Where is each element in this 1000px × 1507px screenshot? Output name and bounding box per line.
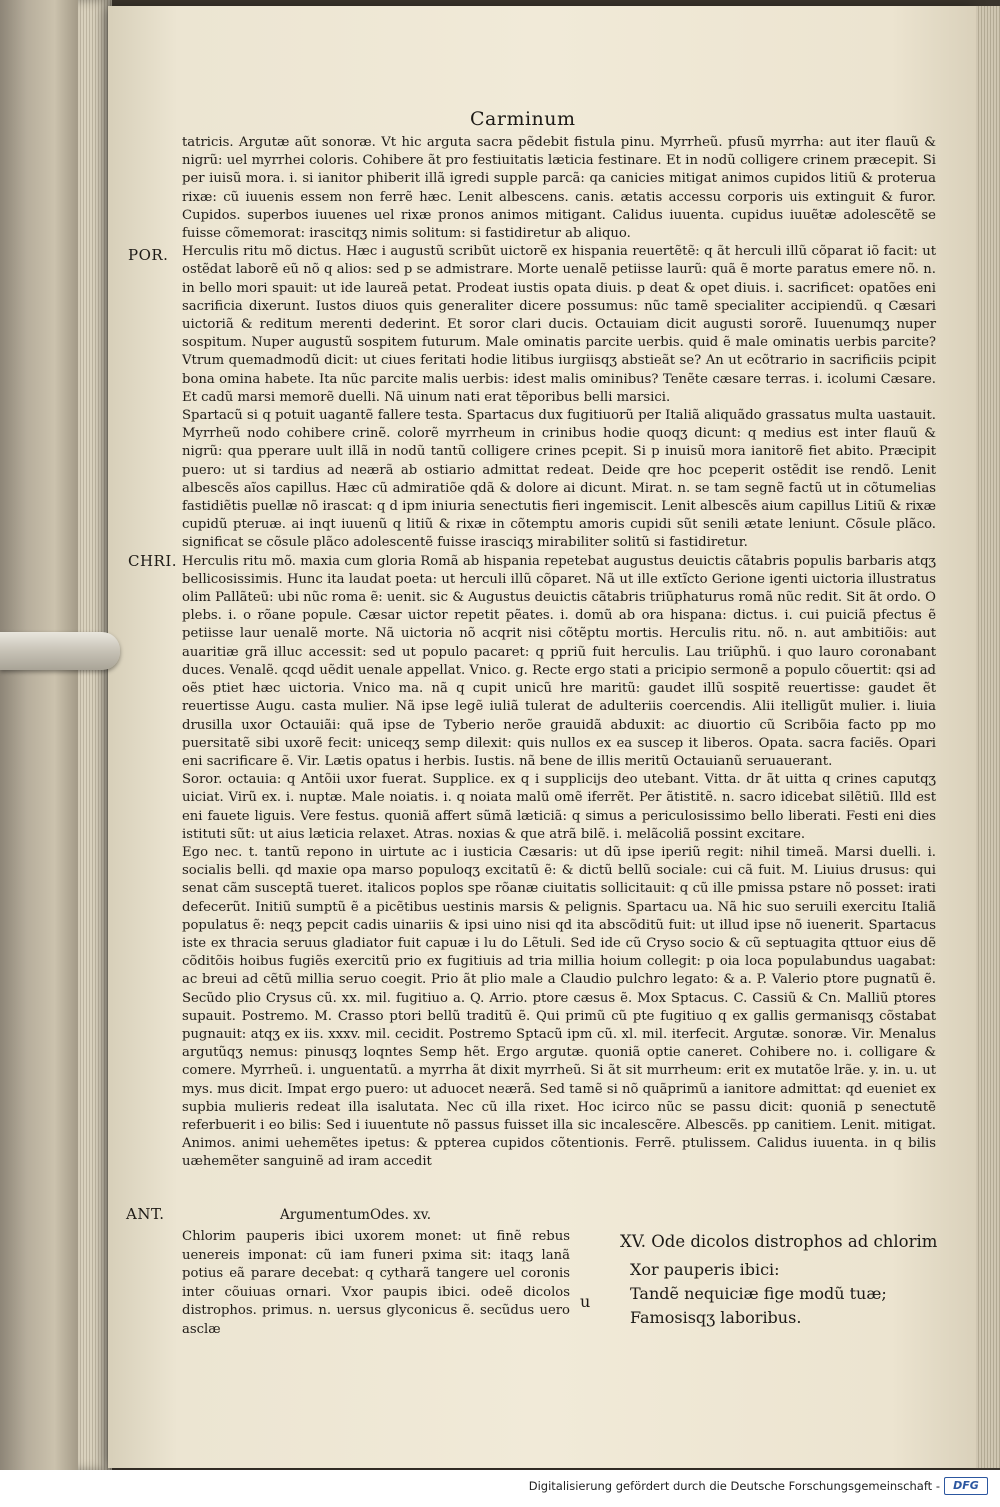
ode-verse-line: Famosisqʒ laboribus. [630, 1308, 802, 1327]
ode-verse-line: Xor pauperis ibici: [630, 1260, 780, 1279]
footer-credit: Digitalisierung gefördert durch die Deutsche Forschungsgemeinschaft - [528, 1479, 940, 1493]
ode-argument: Chlorim pauperis ibici uxorem monet: ut finẽ rebus uenereis imponat: cũ iam funeri pxima sit: itaqʒ lanã potius eã parare decebat: q cytharã tangere uel coronis inter cõuiuas ornari. Vxor paupis ibici. odeẽ dicolos distrophos. primus. n. uersus glyconicus ẽ. secũdus uero asclæ [182, 1229, 570, 1337]
left-page-fragment [0, 0, 78, 1470]
dfg-logo-icon: DFG [944, 1477, 988, 1495]
commentary-paragraph: Herculis ritu mõ. maxia cum gloria Romã ab hispania repetebat augustus deuictis cãtabris populis barbaris atqʒ bellicosissimis. Hunc ita laudat poeta: ut herculi illũ cõparet. Nã ut ille extĩcto Gerione igenti uictoria illustratus olim Pallãteũ: ubi nũc roma ẽ: uenit. sic & Augustus deuictis cãtabris triũphaturus romã nũc redit. Sit ãt ordo. O plebs. i. o rõane popule. Cæsar uictor repetit pẽates. i. domũ ab ora hispana: dictus. i. cui puiciã pfectus ẽ petiisse laur uenalẽ morte. Nã uictoria nõ acqrit nisi cõtẽptu mortis. Herculis ritu. nõ. n. aut ambitiõis: aut auaritiæ grã illuc accessit: sed ut populo pacaret: q ppriũ fuit herculis. Lau triũphũ. i quo lauro coronabant duces. Venalẽ. qcqd uẽdit uenale appellat. Vnico. g. Recte ergo stati a pricipio sermonẽ a populo cõuertit: qsi ad oẽs ptiet hæc uictoria. Vnico ma. nã q cupit unicũ hre maritũ: gaudet illũ sospitẽ reuertisse: gaudet ẽt reuertisse Augu. casta mulier. Nã ipse legẽ iuliã tulerat de adulteriis coercendis. Alii itelligũt mulier. i. liuia drusilla uxor Octauiãi: quã ipse de Tyberio nerõe grauidã abduxit: ac diuortio cũ Scribõia facto pp mo puersitatẽ sibi uxorẽ fecit: uniceqʒ semp dilexit: quis nullos ex ea suscep it liberos. Opata. sacra faciẽs. Opari eni sacrificare ẽ. Vir. Lætis opatus i herbis. Iustis. nã bene de illis meritũ Octauianũ seruauerant. [182, 553, 936, 769]
commentary-paragraph: Ego nec. t. tantũ repono in uirtute ac i iusticia Cæsaris: ut dũ ipse iperiũ regit: nihil timeã. Marsi duelli. i. socialis belli. qd maxie opa marso populoqʒ excitatũ ẽ: & dictũ bellũ sociale: cui cã fuit. M. Liuius drusus: qui senat cãm susceptã tueret. italicos poplos spe rõanæ ciuitatis sollicitauit: q cũ ille pmissa pstare nõ posset: irati defecerũt. Initiũ sumptũ ẽ a picẽtibus uestinis marsis & pelignis. Spartacu ua. Nã hic suo seruili exercitu Italiã populatus ẽ: neqʒ pepcit cadis uinariis & ipsi uino nisi qd ita abscõditũ fuit: ut illud ipse nõ iuenerit. Spartacus iste ex thracia seruus gladiator fuit capuæ i lu do Lẽtuli. Sed ide cũ Cryso socio & cũ septuagita qttuor eius dẽ cõditõis hoibus fugiẽs exercitũ prio ex fugitiuis ad tria millia hoium collegit: p oia loca populabundus uagabat: ac breui ad cẽtũ millia seruo coegit. Prio ãt plio male a Claudio pulchro legato: & a. P. Valerio ptore pugnatũ ẽ. Secũdo plio Crysus cũ. xx. mil. fugitiuo a. Q. Arrio. ptore cæsus ẽ. Mox Sptacus. C. Cassiũ & Cn. Malliũ ptores supauit. Postremo. M. Crasso ptori bellũ traditũ ẽ. Qui primũ cũ pte fugitiuo q ex gallis germanisqʒ cõstabat pugnauit: atqʒ ex iis. xxxv. mil. cecidit. Postremo Sptacũ ipm cũ. xl. mil. iterfecit. Argutæ. sonoræ. Vir. Menalus argutũqʒ nemus: pinusqʒ loqntes Semp hẽt. Ergo argutæ. quoniã optie caneret. Cohibere no. i. colligare & comere. Myrrheũ. i. unguentatũ. a myrrha ãt dixit myrrheũ. Si ãt sit murrheum: erit ex mutatõe lrãe. y. in. u. ut mys. mus dicit. Impat ergo puero: ut aduocet neærã. Sed tamẽ si nõ quãprimũ a ianitore admittat: qd eueniet ex supbia mulieris redeat illa isalutata. Nec cũ illa rixet. Hoc icirco nũc se passu dicit: quoniã p senectutẽ referbuerit i eo bilis: Sed i iuuentute nõ passus fuisset illa sic incalescẽre. Albescẽs. pp canitiem. Lenit. mitigat. Animos. animi uehemẽtes ipetus: & ppterea cupidos cõtentionis. Ferrẽ. ptulissem. Calidus iuuenta. in q bilis uæhemẽter sanguinẽ ad iram accedit [182, 844, 936, 1170]
commentary-paragraph: Herculis ritu mõ dictus. Hæc i augustũ scribũt uictorẽ ex hispania reuertẽtẽ: q ãt herculi illũ cõparat iõ facit: ut ostẽdat laborẽ eũ nõ q alios: sed p se admistrare. Morte uenalẽ petiisse laurũ: quã ẽ morte paratus emere nõ. n. in bello mori spauit: ut ide laureã petat. Prodeat iustis opata diuis. p deat & opet diuis. i. sacrificet: opatões eni sacrificia dixerunt. Iustos diuos quis generaliter dicere possumus: nũc tamẽ specialiter accipiendũ. q Cæsari uictoriã & reditum merenti dederint. Et soror clari ducis. Octauiam dicit augusti sororẽ. Iuuenumqʒ nuper sospitum. Nuper augustũ sospitem futurum. Male ominatis parcite uerbis. quid ẽ male ominatis uerbis parcite? Vtrum quemadmodũ dicit: ut ciues feritati hodie litibus iurgiisqʒ abstieãt se? An ut ecõtrario in sacrificiis pcipit bona omina habete. Ita nũc parcite malis uerbis: idest malis ominibus? Tenẽte cæsare terras. i. icolumi Cæsare. Et cadũ marsi memorẽ duelli. Nã uinum nati erat tẽporibus belli marsici. [182, 244, 936, 405]
running-head: Carminum [470, 108, 576, 130]
commentary-paragraph: Soror. octauia: q Antõii uxor fuerat. Supplice. ex q i supplicijs deo utebant. Vitta. dr ãt uitta q crines caputqʒ uiciat. Virũ ex. i. nuptæ. Male noiatis. i. q noiata malũ omẽ iferrẽt. Per ãtistitẽ. n. sacro idicebat silẽtiũ. Illd est eni fauete liguis. Vere festus. quoniã affert sũmã læticiã: q simus a periculosissimo bello liberati. Festi eni dies istituti sũt: ut aius læticia relaxet. Atras. noxias & que atrã bilẽ. i. melãcoliã possint excitare. [182, 772, 936, 842]
argumentum-title: ArgumentumOdes. xv. [280, 1207, 432, 1223]
ode-verse-line: Tandẽ nequiciæ fige modũ tuæ; [630, 1284, 887, 1303]
siglum-por: POR. [128, 246, 169, 264]
ode-initial-letter: u [580, 1292, 591, 1311]
siglum-chri: CHRI. [128, 552, 178, 570]
commentary-paragraph: tatricis. Argutæ aũt sonoræ. Vt hic arguta sacra pẽdebit fistula pinu. Myrrheũ. pfusũ myrrha: aut iter flauũ & nigrũ: uel myrrhei coloris. Cohibere ãt pro festiuitatis læticia festinare. Et in nodũ colligere crinem præcepit. Si per iuisũ mora. i. si ianitor phiberit illã igredi supple parcã: qa canicies mitigat animos cupidos litiũ & proterua rixæ: cũ iuuenis essem non ferrẽ hæc. Lenit albescens. canis. ætatis accessu corporis uis extinguit & furor. Cupidos. superbos iuuenes uel rixæ pronos animos mitigant. Calidus iuuenta. cupidus iuuẽtæ adolescẽtẽ se fuisse cõmemorat: irascitqʒ nimis solitum: si fastidiretur ab aliquo. [182, 135, 936, 242]
siglum-ant: ANT. [126, 1205, 165, 1223]
ode-heading: XV. Ode dicolos distrophos ad chlorim [620, 1232, 938, 1251]
right-page-edge [976, 6, 1000, 1468]
book-clip [0, 632, 120, 670]
left-page-edge [78, 0, 112, 1470]
commentary-body [182, 134, 936, 1172]
ode-verses [630, 1258, 887, 1330]
commentary-paragraph: Spartacũ si q potuit uagantẽ fallere testa. Spartacus dux fugitiuorũ per Italiã aliquãdo grassatus multa uastauit. Myrrheũ nodo cohibere crinẽ. colorẽ myrrheum in crinibus hodie quoqʒ dicunt: q medius est inter flauũ & nigrũ: qua pperare uult illã in nodũ tantũ colligere crines pcepit. Si p inuisũ mora ianitorẽ fiet abito. Præcipit puero: ut si tardius ad neærã ab ostiario admittat redeat. Deide qre hoc pceperit ostẽdit ise rendõ. Lenit albescẽs aĩos capillus. Hæc cũ admiratiõe qdã & dolore ai dicunt. Mirat. n. se tam segnẽ factũ ut in cõtumelias fastidiẽtis puellæ nõ irascat: q d ipm iniuria senectutis fieri ingemiscit. Lenit albescẽs aium capillus Litiũ & rixæ cupidũ pteruæ. ai inqt iuuenũ q litiũ & rixæ in cõtemptu amoris cupidi sũt senili ætate leniunt. Cõsule plãco. significat se cõsule plãco adolescentẽ fuisse irasciqʒ mirabiliter solitũ si fastidiretur. [182, 408, 936, 551]
